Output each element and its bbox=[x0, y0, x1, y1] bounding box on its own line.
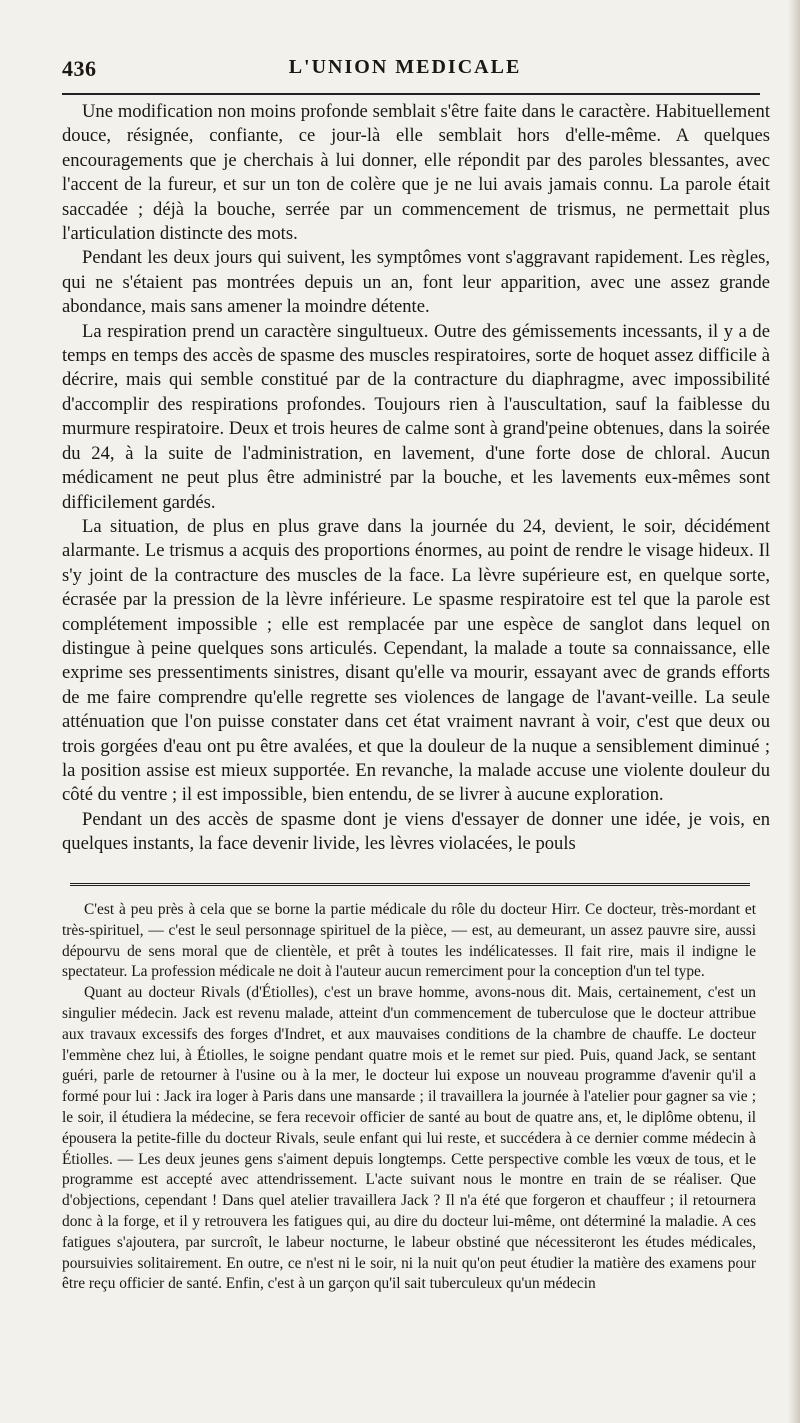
body-paragraph: La respiration prend un caractère singultueux. Outre des gémissements incessants, il y a de temps en temps des accès de spasme des muscles respiratoires, sorte de hoquet assez difficile à décrire, mais qui semble constitué par de la contracture du diaphragme, avec impossibilité d'accomplir des respirations profondes. Toujours rien à l'auscultation, sauf la faiblesse du murmure respiratoire. Deux et trois heures de calme sont à grand'peine obtenues, dans la soirée du 24, à la suite de l'administration, en lavement, d'une forte dose de chloral. Aucun médicament ne peut plus être administré par la bouche, et les lavements eux-mêmes sont difficilement gardés. bbox=[62, 320, 770, 513]
body-paragraph: Pendant les deux jours qui suivent, les symptômes vont s'aggravant rapidement. Les règles, qui ne s'étaient pas montrées depuis un an, font leur apparition, avec une assez grande abondance, mais sans amener la moindre détente. bbox=[62, 247, 770, 318]
footnotes bbox=[62, 900, 756, 1295]
footnote-paragraph: Quant au docteur Rivals (d'Étiolles), c'est un brave homme, avons-nous dit. Mais, certainement, c'est un singulier médecin. Jack est revenu malade, atteint d'un commencement de tuberculose que le docteur attribue aux travaux excessifs des forges d'Indret, et aux mauvaises conditions de la chambre de chauffe. Le docteur l'emmène chez lui, à Étiolles, le soigne pendant quatre mois et le remet sur pied. Puis, quand Jack, se sentant guéri, parle de retourner à l'usine ou à la mer, le docteur lui expose un nouveau programme d'avenir qu'il a formé pour lui : Jack ira loger à Paris dans une mansarde ; il travaillera la journée à l'atelier pour gagner sa vie ; le soir, il étudiera la médecine, se fera recevoir officier de santé au bout de quatre ans, et, le diplôme obtenu, il épousera la petite-fille du docteur Rivals, seule enfant qui lui reste, et succédera à ce dernier comme médecin à Étiolles. — Les deux jeunes gens s'aiment depuis longtemps. Cette perspective comble les vœux de tous, et le programme est accepté avec attendrissement. L'acte suivant nous le montre en train de se réaliser. Que d'objections, cependant ! Dans quel atelier travaillera Jack ? Il n'a été que forgeron et chauffeur ; il retournera donc à la forge, et il y retrouvera les fatigues qui, au dire du docteur lui-même, ont déterminé la maladie. A ces fatigues s'ajoutera, par surcroît, le labeur nocturne, le labeur obstiné que nécessiteront les études médicales, poursuivies solitairement. En outre, ce n'est ni le soir, ni la nuit qu'on peut étudier la matière des examens pour être reçu officier de santé. Enfin, c'est à un garçon qu'il sait tuberculeux qu'un médecin bbox=[62, 984, 756, 1293]
body-paragraph: Pendant un des accès de spasme dont je viens d'essayer de donner une idée, je vois, en quelques instants, la face devenir livide, les lèvres violacées, le pouls bbox=[62, 808, 770, 855]
main-text bbox=[62, 100, 770, 857]
running-title: L'UNION MEDICALE bbox=[288, 56, 522, 78]
body-paragraph: La situation, de plus en plus grave dans la journée du 24, devient, le soir, décidément alarmante. Le trismus a acquis des proportions énormes, au point de rendre le visage hideux. Il s'y joint de la contracture des muscles de la face. La lèvre supérieure est, en quelque sorte, écrasée par la pression de la lèvre inférieure. Le spasme respiratoire est tel que la parole est complétement impossible ; elle est remplacée par une espèce de sanglot dans lequel on distingue à peine quelques sons articulés. Cependant, la malade a toute sa connaissance, elle exprime ses pressentiments sinistres, disant qu'elle va mourir, essayant avec de grands efforts de me faire comprendre qu'elle regrette ses violences de langage de l'avant-veille. La seule atténuation que l'on puisse constater dans cet état vraiment navrant à voir, c'est que deux ou trois gorgées d'eau ont pu être avalées, et que la douleur de la nuque a sensiblement diminué ; la position assise est mieux supportée. En revanche, la malade accuse une violente douleur du côté du ventre ; il est impossible, bien entendu, de se livrer à aucune exploration. bbox=[62, 515, 770, 806]
footnote-separator bbox=[70, 883, 750, 890]
body-paragraph: Une modification non moins profonde semblait s'être faite dans le caractère. Habituellement douce, résignée, confiante, ce jour-là elle semblait hors d'elle-même. A quelques encouragements que je cherchais à lui donner, elle répondit par des paroles blessantes, avec l'accent de la fureur, et sur un ton de colère que je ne lui avais jamais connu. La parole était saccadée ; déjà la bouche, serrée par un commencement de trismus, ne permettait plus l'articulation distincte des mots. bbox=[62, 101, 770, 245]
page-header bbox=[62, 50, 748, 84]
footnote-paragraph: C'est à peu près à cela que se borne la partie médicale du rôle du docteur Hirr. Ce docteur, très-mordant et très-spirituel, — c'est le seul personnage spirituel de la pièce, — est, au demeurant, un assez pauvre sire, aussi dépourvu de sens moral que de clientèle, et prêt à toutes les indélicatesses. Il fait rire, mais il indigne le spectateur. La profession médicale ne doit à l'auteur aucun remerciment pour la conception d'un tel type. bbox=[62, 901, 756, 981]
header-rule bbox=[62, 93, 760, 95]
page-number: 436 bbox=[62, 56, 97, 81]
page-edge-shadow bbox=[788, 0, 800, 1423]
